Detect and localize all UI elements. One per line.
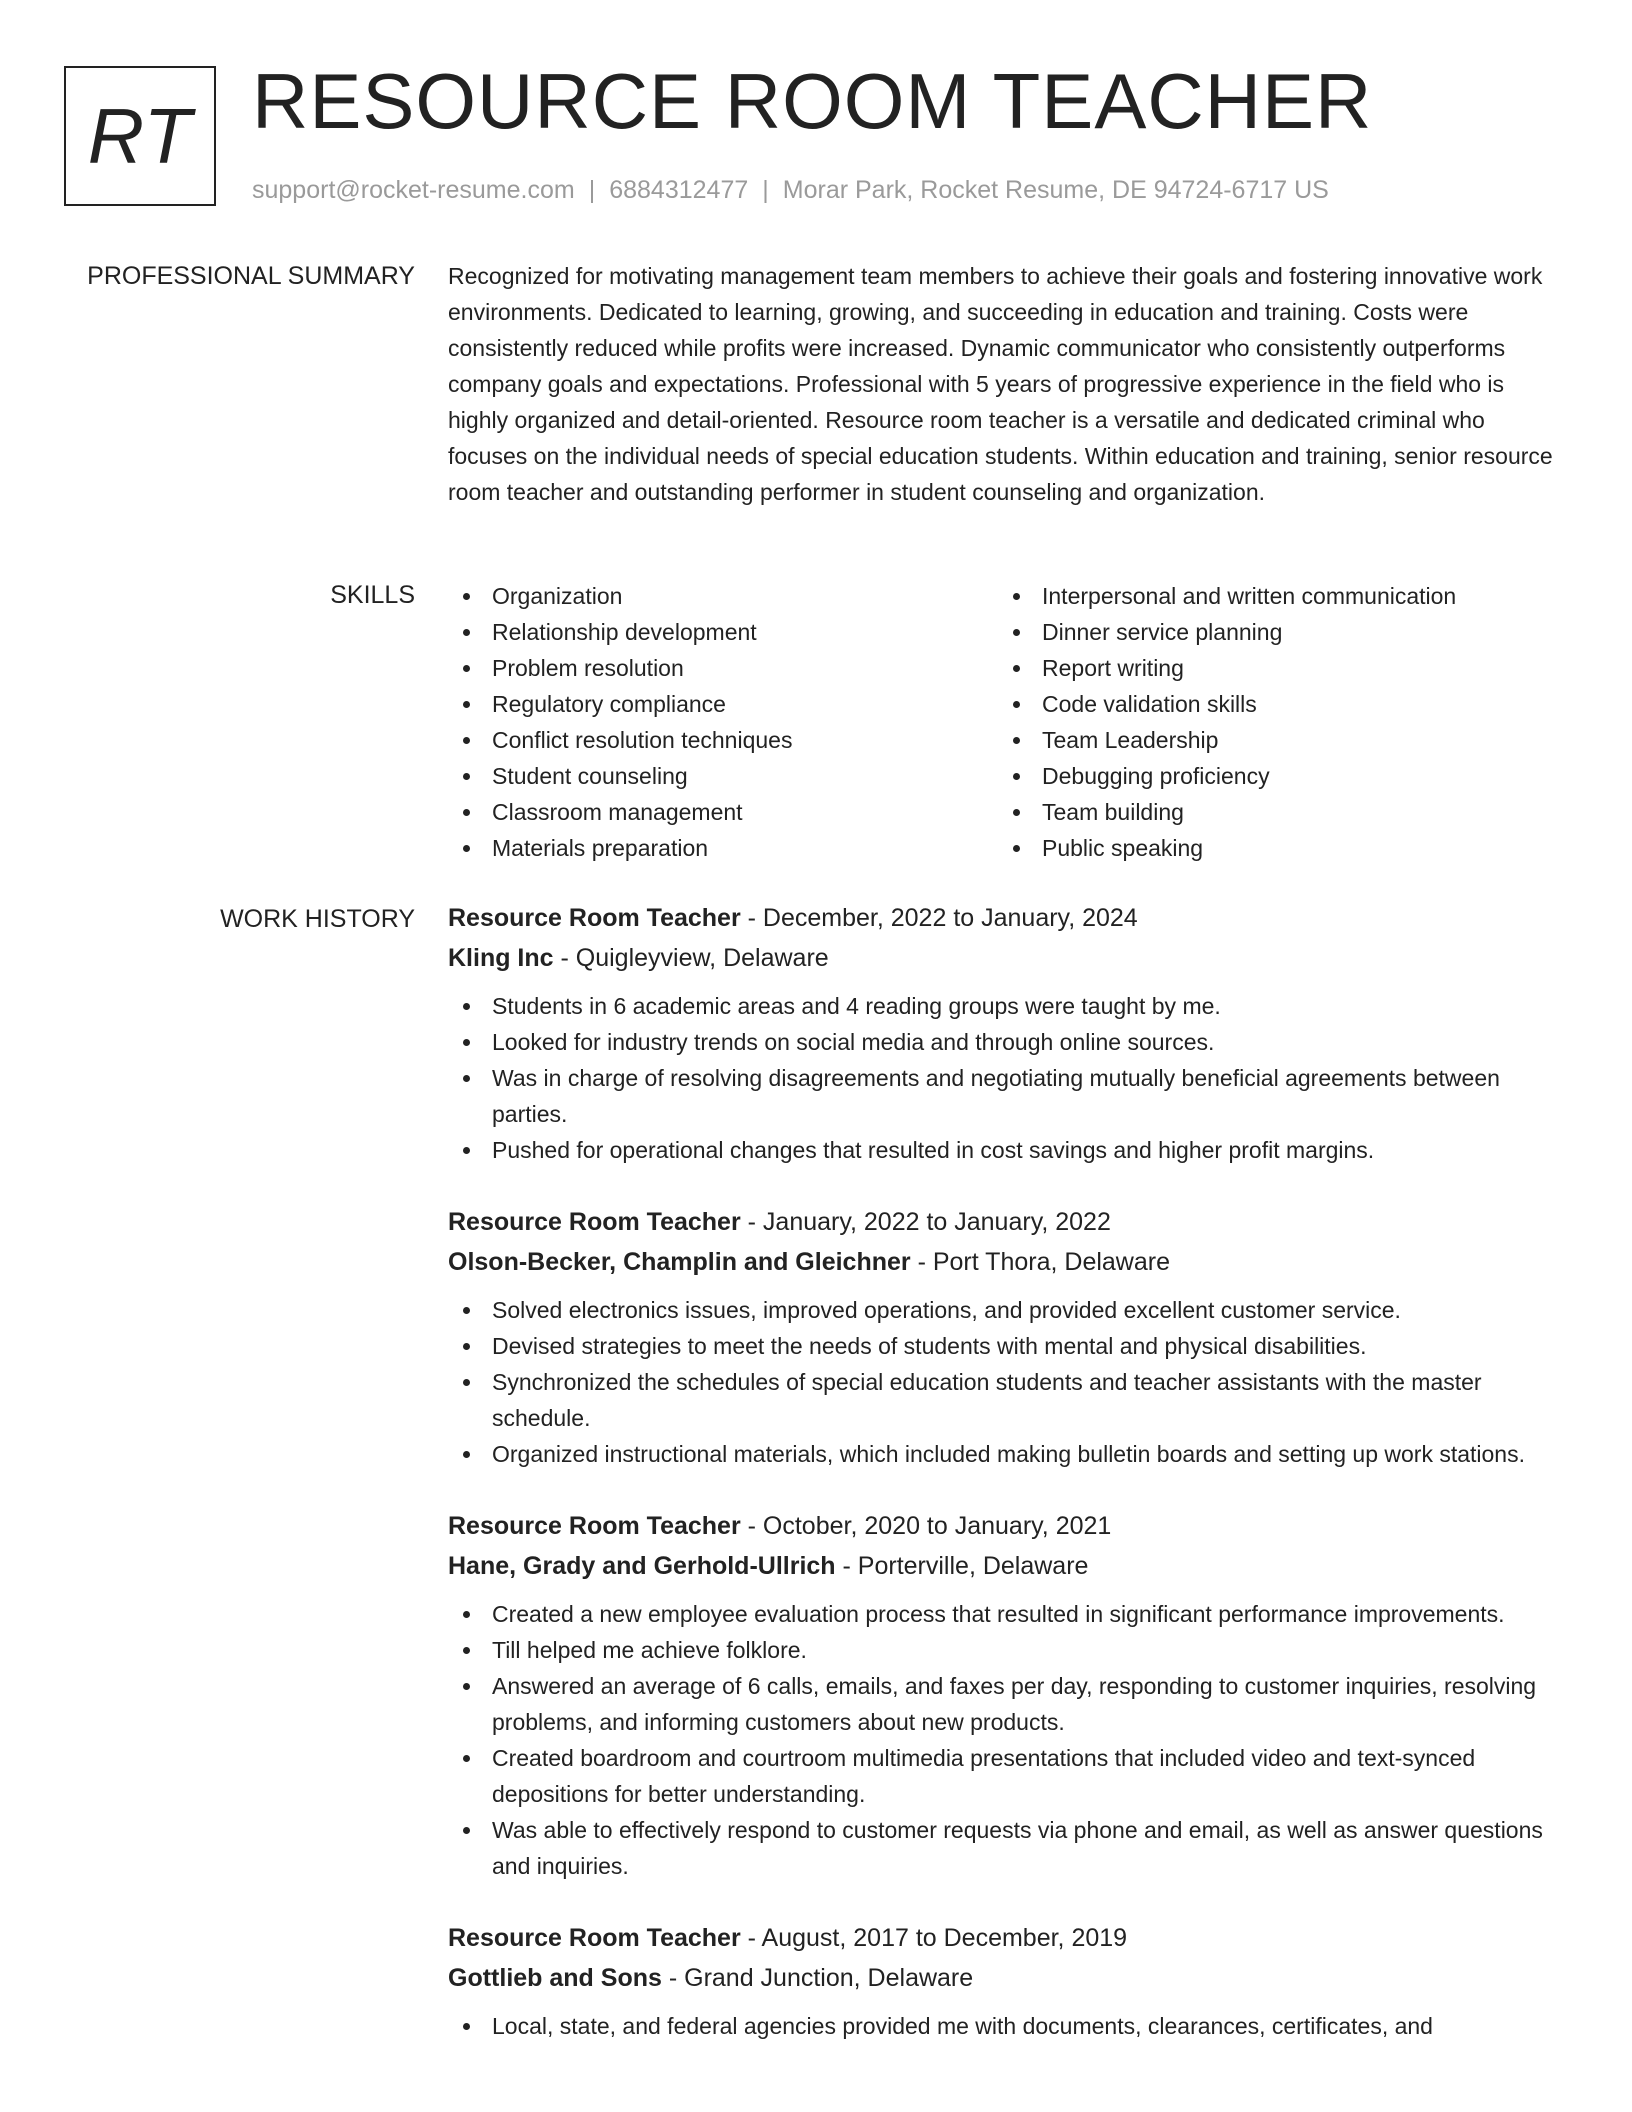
contact-line (252, 174, 1329, 206)
job-bullet: Students in 6 academic areas and 4 reading groups were taught by me. (448, 988, 1568, 1024)
skill-item: Materials preparation (448, 830, 988, 866)
job-bullet: Solved electronics issues, improved operations, and provided excellent customer service. (448, 1292, 1568, 1328)
resume-name: RESOURCE ROOM TEACHER (252, 57, 1373, 145)
skill-item: Team Leadership (998, 722, 1568, 758)
section-label-skills: SKILLS (330, 581, 415, 609)
skill-item: Debugging proficiency (998, 758, 1568, 794)
contact-separator: | (762, 176, 769, 204)
job-title: Resource Room Teacher (448, 1924, 741, 1952)
skill-item: Code validation skills (998, 686, 1568, 722)
skill-item: Problem resolution (448, 650, 988, 686)
skill-item: Regulatory compliance (448, 686, 988, 722)
job-company: Gottlieb and Sons (448, 1964, 662, 1992)
job-title-line (448, 1506, 1568, 1546)
job-title-line (448, 1202, 1568, 1242)
job-bullet: Local, state, and federal agencies provided me with documents, clearances, certificates, and (448, 2008, 1568, 2044)
job-company-line (448, 1958, 1568, 1998)
job-location: - Quigleyview, Delaware (553, 944, 829, 972)
contact-address: Morar Park, Rocket Resume, DE 94724-6717 US (782, 176, 1329, 204)
work-history-section (448, 898, 1568, 2078)
skill-item: Interpersonal and written communication (998, 578, 1568, 614)
job-bullet: Was in charge of resolving disagreements and negotiating mutually beneficial agreements between parties. (448, 1060, 1568, 1132)
skill-item: Dinner service planning (998, 614, 1568, 650)
job-entry (448, 1202, 1568, 1472)
job-bullet: Till helped me achieve folklore. (448, 1632, 1568, 1668)
job-company-line (448, 938, 1568, 978)
contact-email[interactable]: support@rocket-resume.com (252, 176, 575, 204)
job-bullet: Answered an average of 6 calls, emails, and faxes per day, responding to customer inquiries, resolving problems, and informing customers about new products. (448, 1668, 1568, 1740)
contact-separator: | (588, 176, 596, 204)
job-bullet: Created boardroom and courtroom multimedia presentations that included video and text-synced depositions for better understanding. (448, 1740, 1568, 1812)
skill-item: Relationship development (448, 614, 988, 650)
job-title-line (448, 898, 1568, 938)
job-dates: - December, 2022 to January, 2024 (740, 904, 1138, 932)
summary-section (448, 258, 1568, 510)
job-bullet: Was able to effectively respond to customer requests via phone and email, as well as answer questions and inquiries. (448, 1812, 1568, 1884)
job-bullets (448, 1596, 1568, 1884)
monogram-text: RT (87, 91, 193, 180)
contact-phone[interactable]: 6884312477 (609, 176, 749, 204)
job-bullets (448, 1292, 1568, 1472)
job-company: Kling Inc (448, 944, 554, 972)
monogram-badge (64, 66, 216, 206)
job-title: Resource Room Teacher (448, 1512, 741, 1540)
job-location: - Grand Junction, Delaware (661, 1964, 974, 1992)
job-company-line (448, 1546, 1568, 1586)
skill-item: Student counseling (448, 758, 988, 794)
job-bullets (448, 2008, 1568, 2044)
skill-item: Public speaking (998, 830, 1568, 866)
job-bullet: Devised strategies to meet the needs of students with mental and physical disabilities. (448, 1328, 1568, 1364)
skill-item: Organization (448, 578, 988, 614)
job-bullet: Created a new employee evaluation process that resulted in significant performance improvements. (448, 1596, 1568, 1632)
section-label-work-history: WORK HISTORY (220, 905, 415, 933)
job-title-line (448, 1918, 1568, 1958)
job-entry (448, 1506, 1568, 1884)
job-entry (448, 1918, 1568, 2044)
skill-item: Classroom management (448, 794, 988, 830)
skill-item: Report writing (998, 650, 1568, 686)
job-dates: - August, 2017 to December, 2019 (740, 1924, 1128, 1952)
job-title: Resource Room Teacher (448, 1208, 741, 1236)
summary-text: Recognized for motivating management team members to achieve their goals and fostering innovative work environments. Dedicated to learning, growing, and succeeding in education and training. Costs were consistently reduced while profits were increased. Dynamic communicator who consistently outperforms company goals and expectations. Professional with 5 years of progressive experience in the field who is highly organized and detail-oriented. Resource room teacher is a versatile and dedicated criminal who focuses on the individual needs of special education students. Within education and training, senior resource room teacher and outstanding performer in student counseling and organization. (448, 263, 1553, 505)
job-dates: - January, 2022 to January, 2022 (740, 1208, 1111, 1236)
skills-list-left (448, 578, 988, 866)
job-location: - Port Thora, Delaware (910, 1248, 1170, 1276)
job-title: Resource Room Teacher (448, 904, 741, 932)
skill-item: Team building (998, 794, 1568, 830)
job-company: Olson-Becker, Champlin and Gleichner (448, 1248, 911, 1276)
skills-list-right (998, 578, 1568, 866)
job-company-line (448, 1242, 1568, 1282)
job-dates: - October, 2020 to January, 2021 (740, 1512, 1112, 1540)
job-bullet: Synchronized the schedules of special education students and teacher assistants with the master schedule. (448, 1364, 1568, 1436)
job-location: - Porterville, Delaware (835, 1552, 1089, 1580)
skill-item: Conflict resolution techniques (448, 722, 988, 758)
job-bullet: Pushed for operational changes that resulted in cost savings and higher profit margins. (448, 1132, 1568, 1168)
job-entry (448, 898, 1568, 1168)
job-bullet: Looked for industry trends on social media and through online sources. (448, 1024, 1568, 1060)
job-company: Hane, Grady and Gerhold-Ullrich (448, 1552, 836, 1580)
job-bullet: Organized instructional materials, which included making bulletin boards and setting up work stations. (448, 1436, 1568, 1472)
job-bullets (448, 988, 1568, 1168)
section-label-summary: PROFESSIONAL SUMMARY (87, 262, 415, 290)
